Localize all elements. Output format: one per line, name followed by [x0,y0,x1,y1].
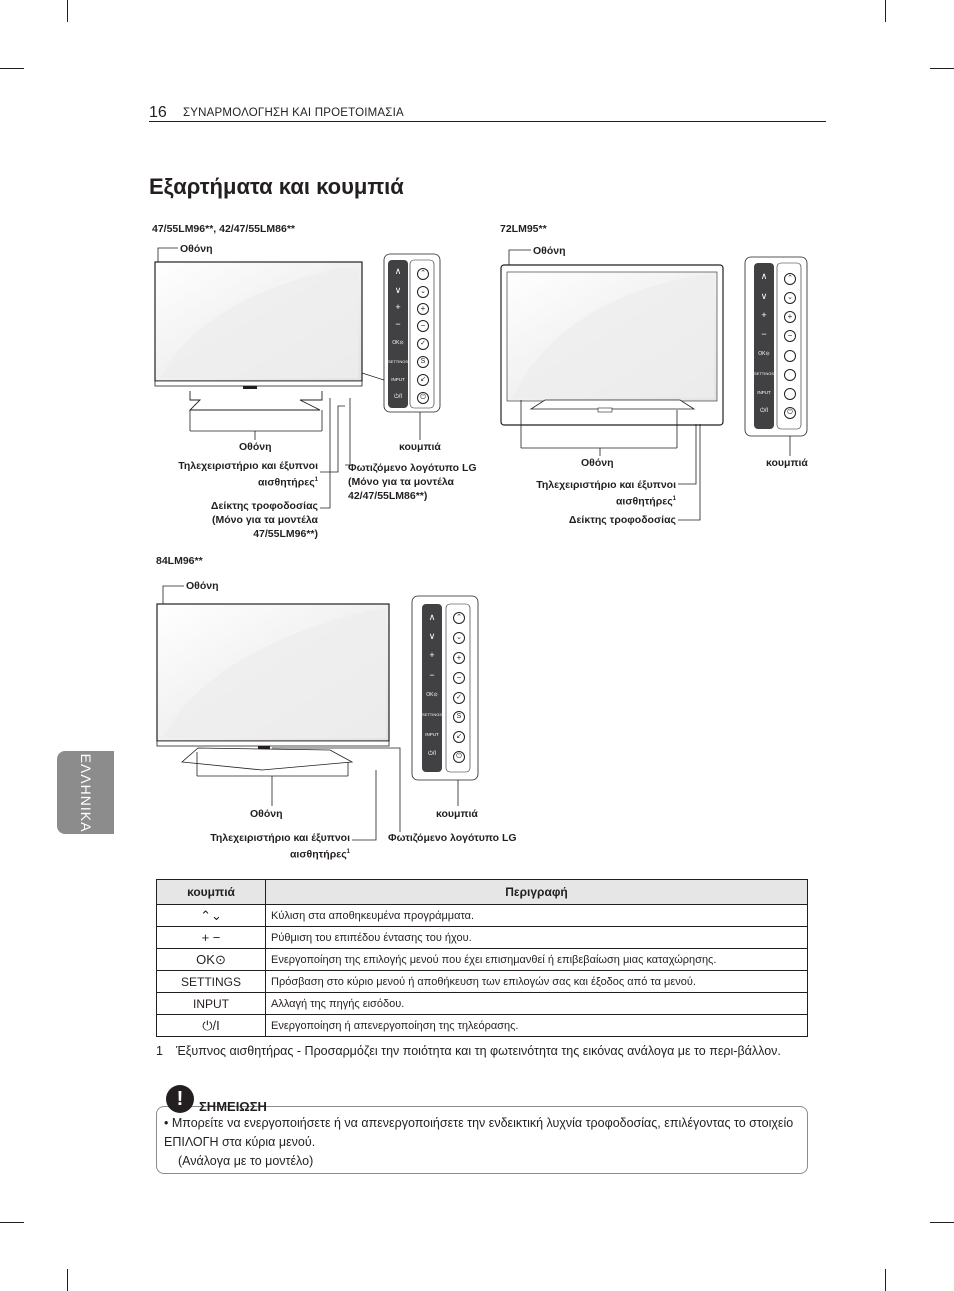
fig1-remote-sensor-label: Τηλεχειριστήριο και έξυπνοι αισθητήρες$^1$ [178,460,318,489]
fig1-button-strip: ∧ ∨ + − OK⊙ SETTINGS INPUT ⏻/I [388,266,409,400]
fig2-model: 72LM95** [500,223,547,235]
fig3-screen-label: Οθόνη [186,580,219,592]
page-title: Εξαρτήματα και κουμπιά [149,174,404,199]
table-row: ⌃⌄ Κύλιση στα αποθηκευμένα προγράμματα. [157,905,808,927]
fig3-model: 84LM96** [156,555,203,567]
fig2-screen-bottom-label: Οθόνη [581,457,614,469]
fig3-remote-sensor-label: Τηλεχειριστήριο και έξυπνοι αισθητήρες$^1$ [210,832,350,861]
page-number: 16 [149,104,167,121]
table-row: ⏻/I Ενεργοποίηση ή απενεργοποίηση της τηλεόρασης. [157,1015,808,1037]
fig3-touch-strip: ⌃ ⌄ + − ✓ S ↙ ⏻ [446,604,470,772]
fig2-power-indicator-label: Δείκτης τροφοδοσίας [568,514,676,526]
fig1-power-indicator-label: Δείκτης τροφοδοσίας (Μόνο για τα μοντέλα 47/55LM96**) [210,500,318,540]
fig1-buttons-label: κουμπιά [399,441,441,453]
table-row: SETTINGS Πρόσβαση στο κύριο μενού ή αποθήκευση των επιλογών σας και έξοδος από τα μενού. [157,971,808,993]
fig2-button-strip: ∧ ∨ + − OK⊙ SETTINGS INPUT ⏻/I [754,271,775,414]
table-row: INPUT Αλλαγή της πηγής εισόδου. [157,993,808,1015]
table-header-buttons: κουμπιά [157,880,266,905]
exclamation-icon: ! [166,1085,194,1113]
fig3-button-strip: ∧ ∨ + − OK⊙ SETTINGS INPUT ⏻/I [422,612,443,757]
fig2-screen-label: Οθόνη [533,245,566,257]
fig1-touch-strip: ⌃ ⌄ + − ✓ S ↙ ⏻ [410,260,434,408]
crop-mark [67,1269,68,1291]
crop-mark [0,1222,24,1223]
buttons-table [156,879,808,1037]
fig3-buttons-label: κουμπιά [436,808,478,820]
language-tab: ΕΛΛΗΝΙΚΑ [57,751,114,834]
fig1-screen-bottom-label: Οθόνη [239,441,272,453]
fig2-remote-sensor-label: Τηλεχειριστήριο και έξυπνοι αισθητήρες$^1$ [536,479,676,508]
table-row: + − Ρύθμιση του επιπέδου έντασης του ήχου. [157,927,808,949]
crop-mark [885,1269,886,1291]
fig1-screen-label: Οθόνη [180,243,213,255]
note-text: • Μπορείτε να ενεργοποιήσετε ή να απενεργοποιήσετε την ενδεικτική λυχνία τροφοδοσίας, επιλέγοντας το στοιχείο ΕΠΙΛΟΓΗ στα κύρια μενού. (Ανάλογα με το μοντέλο) [164,1116,794,1168]
fig3-screen-bottom-label: Οθόνη [250,808,283,820]
note-title: ΣΗΜΕΙΩΣΗ [199,1099,267,1114]
fig1-model: 47/55LM96**, 42/47/55LM86** [152,223,296,235]
section-title: ΣΥΝΑΡΜΟΛΟΓΗΣΗ ΚΑΙ ΠΡΟΕΤΟΙΜΑΣΙΑ [183,107,404,119]
table-header-description: Περιγραφή [266,880,808,905]
fig3-logo-label: Φωτιζόμενο λογότυπο LG [388,832,517,844]
fig1-logo-label: Φωτιζόμενο λογότυπο LG (Μόνο για τα μοντέλα 42/47/55LM86**) [348,462,477,502]
fig2-touch-strip: ⌃ ⌄ + − ⏻ [777,263,801,429]
table-row: OK⊙ Ενεργοποίηση της επιλογής μενού που έχει επισημανθεί ή επιβεβαίωση μιας καταχώρησης. [157,949,808,971]
fig2-buttons-label: κουμπιά [766,457,808,469]
crop-mark [930,1222,954,1223]
